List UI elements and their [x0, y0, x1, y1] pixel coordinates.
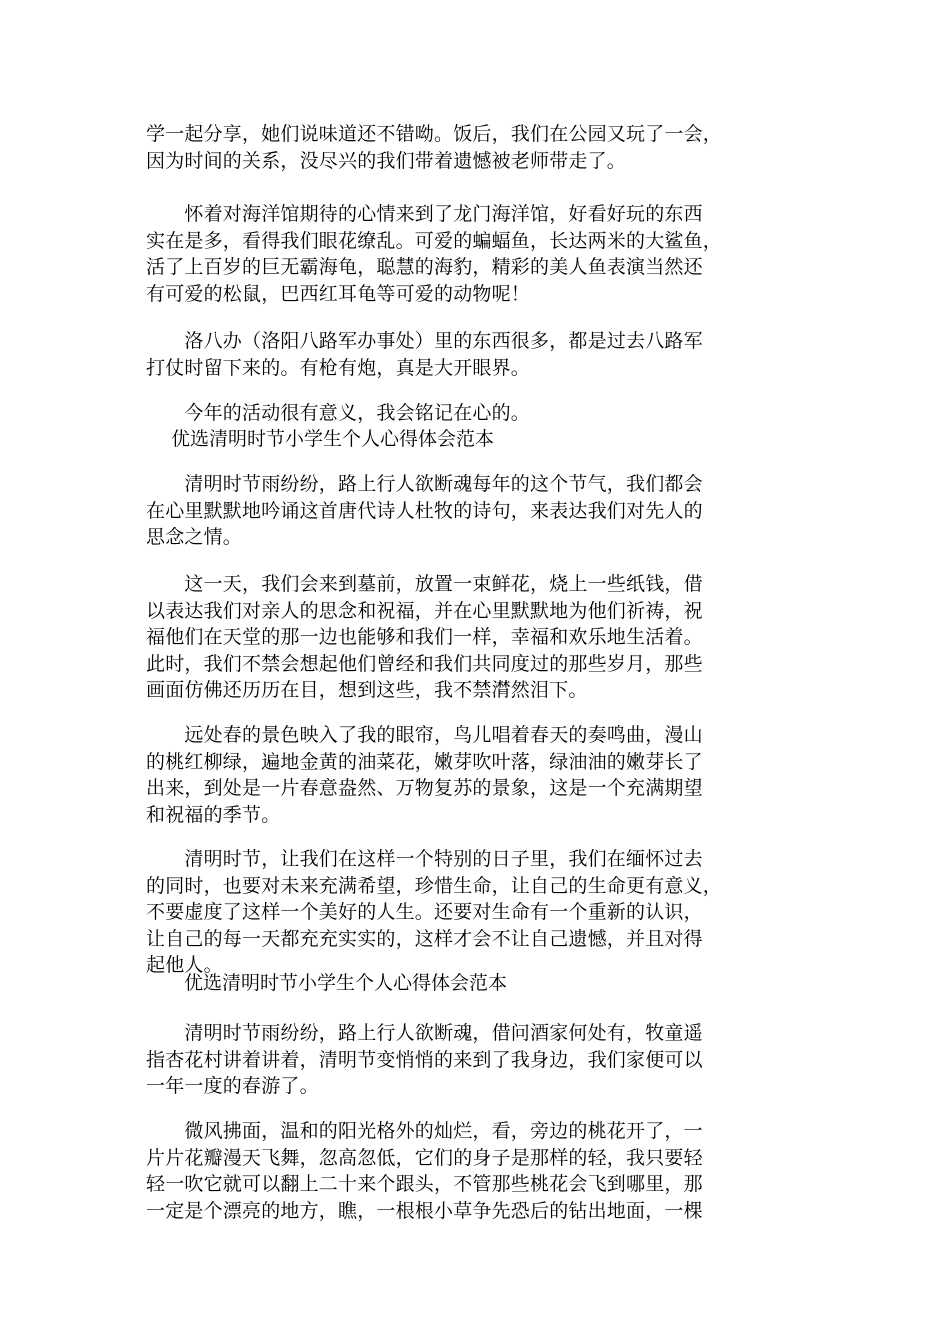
- paragraph: [146, 201, 806, 307]
- text-line: 实在是多，看得我们眼花缭乱。可爱的蝙蝠鱼，长达两米的大鲨鱼，: [146, 229, 723, 252]
- section-title: 优选清明时节小学生个人心得体会范本: [146, 428, 495, 450]
- text-line: 画面仿佛还历历在目，想到这些，我不禁潸然泪下。: [146, 679, 588, 701]
- text-line: 学一起分享，她们说味道还不错呦。饭后，我们在公园又玩了一会，: [146, 123, 723, 145]
- text-line: 清明时节，让我们在这样一个特别的日子里，我们在缅怀过去: [146, 848, 703, 870]
- text-line: 活了上百岁的巨无霸海龟，聪慧的海豹，精彩的美人鱼表演当然还: [146, 256, 703, 278]
- text-line: 打仗时留下来的。有枪有炮，真是大开眼界。: [146, 356, 531, 379]
- paragraph: [146, 400, 806, 427]
- text-line: 此时，我们不禁会想起他们曾经和我们共同度过的那些岁月，那些: [146, 652, 703, 675]
- paragraph: [146, 121, 806, 174]
- text-line: 出来，到处是一片春意盎然、万物复苏的景象，这是一个充满期望: [146, 777, 703, 799]
- text-line: 轻一吹它就可以翻上二十来个跟头，不管那些桃花会飞到哪里，那: [146, 1173, 703, 1195]
- text-line: 福他们在天堂的那一边也能够和我们一样，幸福和欢乐地生活着。: [146, 626, 703, 648]
- text-line: 一定是个漂亮的地方，瞧，一根根小草争先恐后的钻出地面，一棵: [146, 1199, 703, 1222]
- paragraph: [146, 1020, 806, 1100]
- text-line: 指杏花村讲着讲着，清明节变悄悄的来到了我身边，我们家便可以: [146, 1048, 703, 1071]
- text-line: 洛八办（洛阳八路军办事处）里的东西很多，都是过去八路军: [146, 330, 703, 352]
- text-line: 和祝福的季节。: [146, 803, 281, 826]
- text-line: 这一天，我们会来到墓前，放置一束鲜花，烧上一些纸钱，借: [146, 573, 703, 595]
- paragraph: [146, 846, 806, 979]
- text-line: 的桃红柳绿，遍地金黄的油菜花，嫩芽吹叶落，绿油油的嫩芽长了: [146, 750, 703, 773]
- paragraph: [146, 571, 806, 704]
- text-line: 一年一度的春游了。: [146, 1075, 319, 1097]
- text-line: 因为时间的关系，没尽兴的我们带着遗憾被老师带走了。: [146, 149, 627, 172]
- paragraph: [146, 471, 806, 551]
- paragraph: [146, 328, 806, 381]
- text-line: 清明时节雨纷纷，路上行人欲断魂，借问酒家何处有，牧童遥: [146, 1022, 703, 1044]
- paragraph: [146, 722, 806, 828]
- text-line: 让自己的每一天都充充实实的，这样才会不让自己遗憾，并且对得: [146, 927, 703, 950]
- paragraph: [146, 1118, 806, 1224]
- text-line: 在心里默默地吟诵这首唐代诗人杜牧的诗句，来表达我们对先人的: [146, 499, 703, 522]
- text-line: 怀着对海洋馆期待的心情来到了龙门海洋馆，好看好玩的东西: [146, 203, 703, 225]
- text-line: 不要虚度了这样一个美好的人生。还要对生命有一个重新的认识，: [146, 901, 703, 923]
- text-line: 片片花瓣漫天飞舞，忽高忽低，它们的身子是那样的轻，我只要轻: [146, 1146, 703, 1169]
- text-line: 今年的活动很有意义，我会铭记在心的。: [146, 402, 531, 424]
- text-line: 的同时，也要对未来充满希望，珍惜生命，让自己的生命更有意义，: [146, 874, 723, 897]
- text-line: 微风拂面，温和的阳光格外的灿烂，看，旁边的桃花开了，一: [146, 1120, 703, 1142]
- section-title: 优选清明时节小学生个人心得体会范本: [146, 972, 508, 994]
- text-line: 远处春的景色映入了我的眼帘，鸟儿唱着春天的奏鸣曲，漫山: [146, 724, 703, 746]
- text-line: 以表达我们对亲人的思念和祝福，并在心里默默地为他们祈祷，祝: [146, 599, 703, 622]
- text-line: 有可爱的松鼠，巴西红耳龟等可爱的动物呢！: [146, 282, 531, 305]
- text-line: 清明时节雨纷纷，路上行人欲断魂每年的这个节气，我们都会: [146, 473, 703, 495]
- text-line: 起他人。: [146, 954, 223, 976]
- text-line: 思念之情。: [146, 526, 243, 548]
